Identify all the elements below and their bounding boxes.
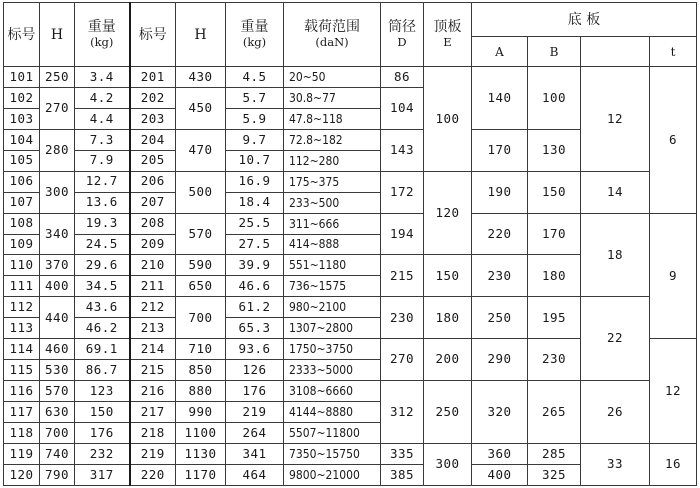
cell-weight-2: 25.5 [226,213,284,234]
cell-h-1: 280 [40,129,75,171]
cell-number-2: 207 [130,192,176,213]
cell-b: 230 [528,339,581,381]
cell-load-range: 551~1180 [284,255,381,276]
cell-b: 325 [528,464,581,485]
table-row [4,381,697,402]
cell-weight-2: 4.5 [226,67,284,88]
cell-weight-1: 46.2 [75,318,130,339]
cell-a: 250 [472,297,528,339]
cell-load-range: 2333~5000 [284,360,381,381]
cell-blank-col: 33 [581,443,650,485]
cell-tube-diameter: 104 [381,87,424,129]
cell-weight-2: 46.6 [226,276,284,297]
cell-weight-1: 24.5 [75,234,130,255]
cell-h-2: 1130 [176,443,226,464]
cell-h-1: 370 [40,255,75,276]
cell-h-1: 740 [40,443,75,464]
cell-load-range: 175~375 [284,171,381,192]
header-weight-2: 重量 (kg) [226,3,284,67]
cell-weight-2: 16.9 [226,171,284,192]
cell-number-2: 213 [130,318,176,339]
cell-top-plate: 300 [424,443,472,485]
cell-number-1: 114 [4,339,40,360]
cell-number-1: 116 [4,381,40,402]
cell-weight-2: 126 [226,360,284,381]
cell-a: 220 [472,213,528,255]
cell-h-2: 880 [176,381,226,402]
cell-number-1: 101 [4,67,40,88]
cell-load-range: 414~888 [284,234,381,255]
cell-load-range: 7350~15750 [284,443,381,464]
cell-number-2: 218 [130,422,176,443]
cell-top-plate: 200 [424,339,472,381]
cell-b: 130 [528,129,581,171]
cell-h-1: 440 [40,297,75,339]
cell-weight-1: 150 [75,402,130,423]
cell-load-range: 1750~3750 [284,339,381,360]
cell-load-range: 311~666 [284,213,381,234]
header-h-1: H [40,3,75,67]
cell-number-1: 104 [4,129,40,150]
header-row [4,3,697,37]
cell-top-plate: 150 [424,255,472,297]
cell-load-range: 112~280 [284,150,381,171]
cell-weight-1: 29.6 [75,255,130,276]
cell-b: 180 [528,255,581,297]
cell-number-1: 102 [4,87,40,108]
cell-h-2: 1170 [176,464,226,485]
cell-h-1: 570 [40,381,75,402]
cell-t: 6 [650,67,697,214]
cell-weight-1: 19.3 [75,213,130,234]
cell-a: 290 [472,339,528,381]
cell-tube-diameter: 312 [381,381,424,444]
cell-number-2: 217 [130,402,176,423]
cell-weight-1: 4.4 [75,108,130,129]
cell-weight-2: 27.5 [226,234,284,255]
table-row [4,443,697,464]
cell-blank-col: 22 [581,297,650,381]
cell-h-2: 650 [176,276,226,297]
cell-load-range: 736~1575 [284,276,381,297]
cell-h-1: 300 [40,171,75,213]
cell-number-1: 117 [4,402,40,423]
cell-weight-1: 176 [75,422,130,443]
cell-number-1: 109 [4,234,40,255]
cell-h-1: 790 [40,464,75,485]
cell-weight-2: 464 [226,464,284,485]
cell-number-2: 205 [130,150,176,171]
cell-blank-col: 18 [581,213,650,297]
header-bottom-plate: 底 板 [472,3,697,37]
header-tube-diameter-symbol: D [397,35,407,50]
cell-top-plate: 100 [424,67,472,172]
cell-h-2: 700 [176,297,226,339]
cell-t: 16 [650,443,697,485]
cell-weight-2: 264 [226,422,284,443]
cell-weight-2: 10.7 [226,150,284,171]
cell-number-1: 110 [4,255,40,276]
cell-h-1: 270 [40,87,75,129]
cell-weight-1: 43.6 [75,297,130,318]
cell-weight-2: 5.9 [226,108,284,129]
table-row [4,67,697,88]
cell-number-1: 120 [4,464,40,485]
cell-h-2: 710 [176,339,226,360]
cell-weight-2: 65.3 [226,318,284,339]
cell-weight-2: 9.7 [226,129,284,150]
cell-h-1: 460 [40,339,75,360]
cell-b: 100 [528,67,581,130]
cell-a: 230 [472,255,528,297]
cell-number-1: 105 [4,150,40,171]
header-col-a: A [472,37,528,67]
cell-blank-col: 26 [581,381,650,444]
table-row [4,171,697,192]
cell-h-1: 530 [40,360,75,381]
cell-h-1: 400 [40,276,75,297]
header-top-plate: 顶板 E [424,3,472,67]
cell-weight-1: 123 [75,381,130,402]
cell-number-1: 111 [4,276,40,297]
header-load-unit: (daN) [315,35,349,50]
header-h-2: H [176,3,226,67]
header-top-plate-symbol: E [443,35,452,50]
cell-weight-2: 176 [226,381,284,402]
cell-load-range: 233~500 [284,192,381,213]
cell-number-2: 219 [130,443,176,464]
cell-number-2: 215 [130,360,176,381]
header-col-blank [581,37,650,67]
cell-h-1: 340 [40,213,75,255]
cell-weight-1: 7.3 [75,129,130,150]
cell-h-2: 450 [176,87,226,129]
cell-blank-col: 12 [581,67,650,172]
cell-number-2: 202 [130,87,176,108]
cell-load-range: 3108~6660 [284,381,381,402]
cell-h-2: 590 [176,255,226,276]
cell-number-1: 113 [4,318,40,339]
cell-weight-1: 7.9 [75,150,130,171]
cell-a: 320 [472,381,528,444]
cell-t: 9 [650,213,697,339]
cell-number-2: 208 [130,213,176,234]
cell-number-2: 216 [130,381,176,402]
cell-weight-2: 93.6 [226,339,284,360]
cell-h-1: 250 [40,67,75,88]
cell-h-1: 700 [40,422,75,443]
cell-b: 265 [528,381,581,444]
cell-number-2: 209 [130,234,176,255]
cell-h-2: 430 [176,67,226,88]
cell-tube-diameter: 270 [381,339,424,381]
cell-number-1: 115 [4,360,40,381]
cell-number-2: 220 [130,464,176,485]
cell-tube-diameter: 86 [381,67,424,88]
cell-a: 190 [472,171,528,213]
cell-weight-2: 18.4 [226,192,284,213]
cell-h-2: 990 [176,402,226,423]
cell-load-range: 5507~11800 [284,422,381,443]
cell-tube-diameter: 172 [381,171,424,213]
cell-weight-2: 219 [226,402,284,423]
cell-load-range: 1307~2800 [284,318,381,339]
cell-number-2: 210 [130,255,176,276]
header-weight-1: 重量 (kg) [75,3,130,67]
cell-top-plate: 180 [424,297,472,339]
cell-number-2: 206 [130,171,176,192]
cell-weight-1: 317 [75,464,130,485]
cell-number-1: 118 [4,422,40,443]
cell-number-1: 108 [4,213,40,234]
specification-table [3,2,697,486]
cell-weight-2: 61.2 [226,297,284,318]
cell-load-range: 980~2100 [284,297,381,318]
cell-h-2: 1100 [176,422,226,443]
header-load-range: 载荷范围 (daN) [284,3,381,67]
table-row [4,297,697,318]
cell-b: 195 [528,297,581,339]
table-row [4,213,697,234]
cell-weight-2: 39.9 [226,255,284,276]
header-biaohao-2: 标号 [130,3,176,67]
cell-number-1: 119 [4,443,40,464]
cell-blank-col: 14 [581,171,650,213]
cell-number-2: 214 [130,339,176,360]
cell-weight-1: 13.6 [75,192,130,213]
header-weight-2-unit: (kg) [242,35,267,50]
cell-h-1: 630 [40,402,75,423]
cell-number-2: 211 [130,276,176,297]
cell-a: 140 [472,67,528,130]
cell-load-range: 9800~21000 [284,464,381,485]
cell-number-2: 204 [130,129,176,150]
cell-number-1: 107 [4,192,40,213]
cell-weight-1: 86.7 [75,360,130,381]
cell-a: 400 [472,464,528,485]
header-biaohao-1: 标号 [4,3,40,67]
cell-load-range: 30.8~77 [284,87,381,108]
cell-number-2: 203 [130,108,176,129]
cell-h-2: 500 [176,171,226,213]
cell-weight-1: 232 [75,443,130,464]
cell-load-range: 4144~8880 [284,402,381,423]
cell-tube-diameter: 194 [381,213,424,255]
header-col-b: B [528,37,581,67]
cell-load-range: 20~50 [284,67,381,88]
cell-weight-2: 341 [226,443,284,464]
cell-weight-1: 4.2 [75,87,130,108]
cell-number-2: 212 [130,297,176,318]
cell-weight-1: 34.5 [75,276,130,297]
cell-tube-diameter: 143 [381,129,424,171]
header-col-t: t [650,37,697,67]
cell-a: 360 [472,443,528,464]
cell-weight-1: 69.1 [75,339,130,360]
cell-h-2: 470 [176,129,226,171]
header-weight-1-unit: (kg) [90,35,114,50]
cell-h-2: 850 [176,360,226,381]
cell-load-range: 47.8~118 [284,108,381,129]
cell-tube-diameter: 230 [381,297,424,339]
cell-tube-diameter: 335 [381,443,424,464]
cell-b: 150 [528,171,581,213]
cell-weight-2: 5.7 [226,87,284,108]
cell-load-range: 72.8~182 [284,129,381,150]
cell-number-1: 112 [4,297,40,318]
cell-number-1: 106 [4,171,40,192]
cell-h-2: 570 [176,213,226,255]
cell-top-plate: 250 [424,381,472,444]
cell-b: 285 [528,443,581,464]
cell-tube-diameter: 385 [381,464,424,485]
cell-weight-1: 3.4 [75,67,130,88]
cell-b: 170 [528,213,581,255]
header-tube-diameter: 筒径 D [381,3,424,67]
cell-weight-1: 12.7 [75,171,130,192]
cell-number-1: 103 [4,108,40,129]
cell-a: 170 [472,129,528,171]
cell-number-2: 201 [130,67,176,88]
cell-top-plate: 120 [424,171,472,255]
cell-tube-diameter: 215 [381,255,424,297]
cell-t: 12 [650,339,697,444]
